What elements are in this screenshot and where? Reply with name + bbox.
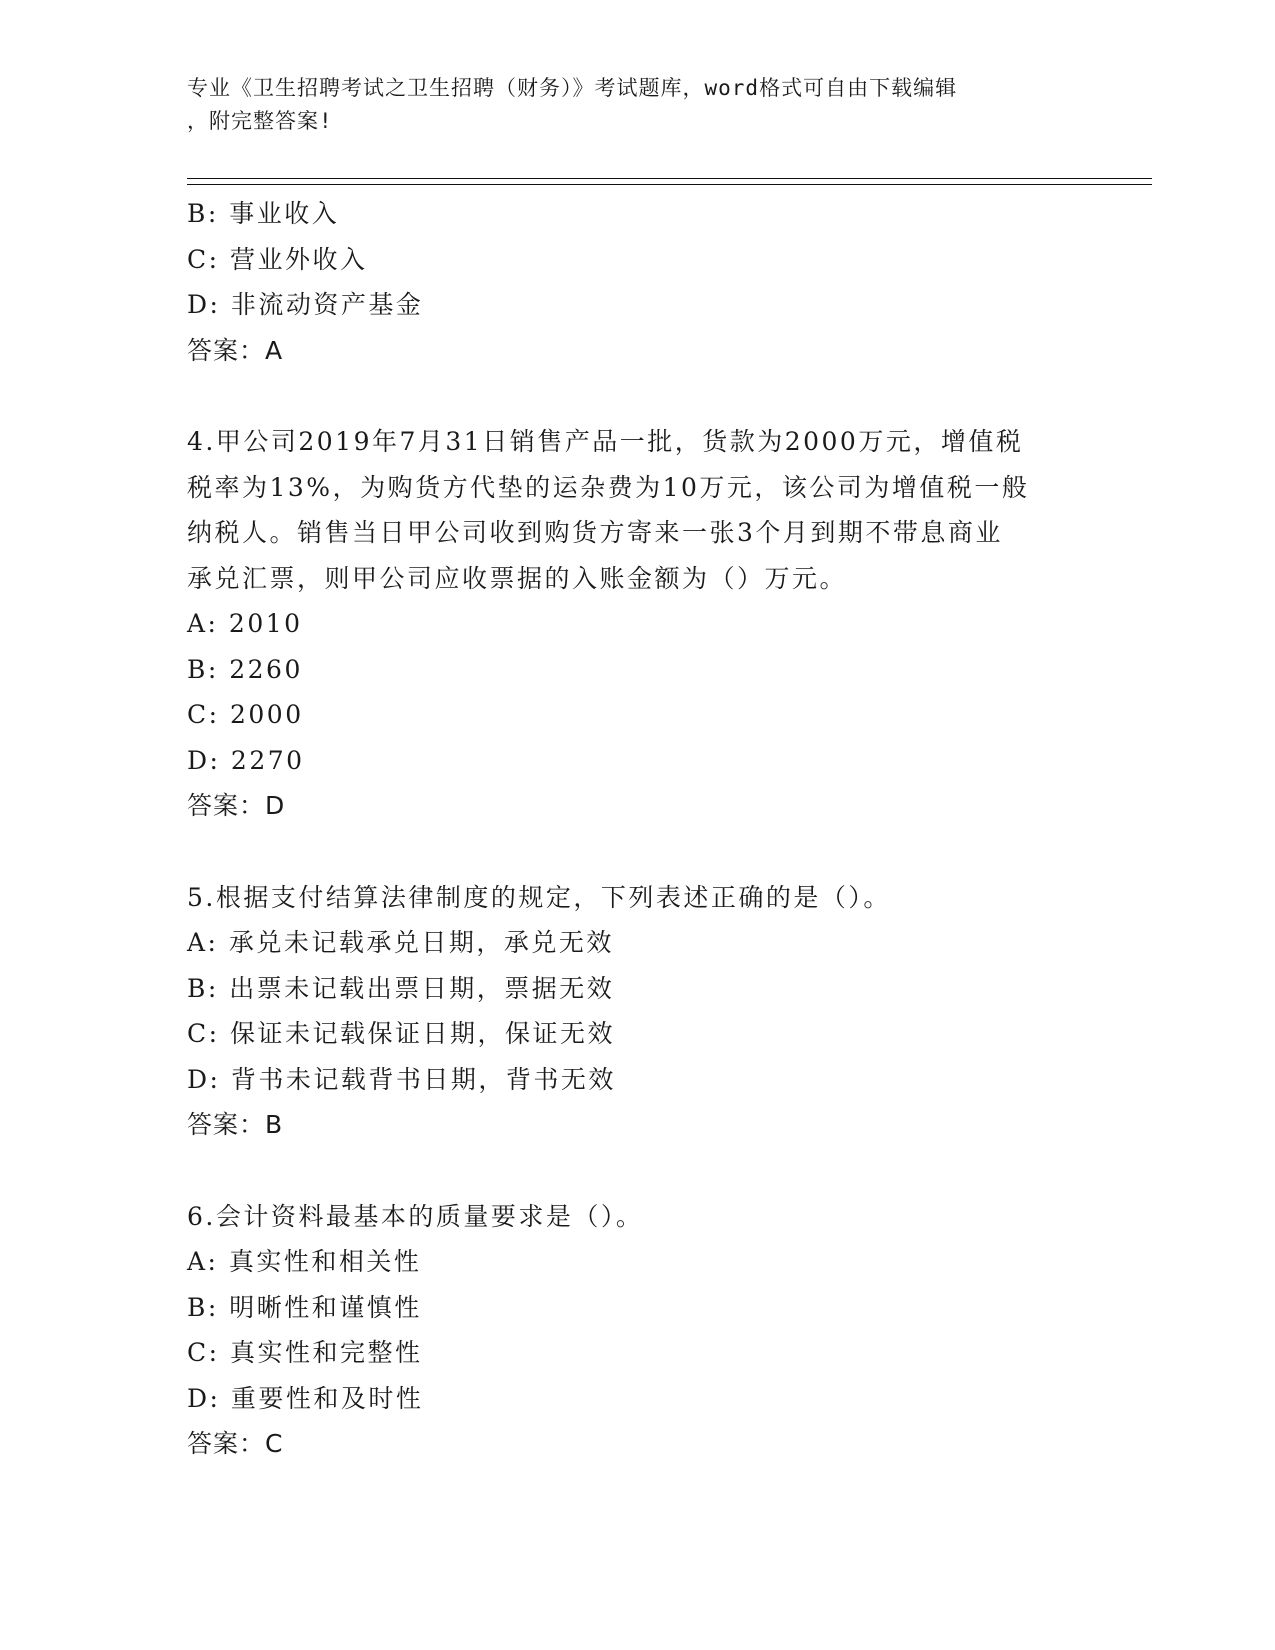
option-b: B: 明晰性和谨慎性 xyxy=(187,1292,422,1322)
answer-line: 答案：C xyxy=(187,1429,284,1458)
option-d: D: 重要性和及时性 xyxy=(187,1383,424,1413)
header-line-1: 专业《卫生招聘考试之卫生招聘（财务）》考试题库，word格式可自由下载编辑 xyxy=(187,76,958,100)
question-text-line: 纳税人。销售当日甲公司收到购货方寄来一张3个月到期不带息商业 xyxy=(187,518,1003,547)
spacer xyxy=(187,1148,1087,1194)
question-content xyxy=(187,191,1087,1467)
header-rule-top xyxy=(187,178,1152,179)
option-a: A: 2010 xyxy=(187,609,303,638)
header-rule-bottom xyxy=(187,184,1152,185)
question-block-4 xyxy=(187,419,1087,829)
option-c: C: 营业外收入 xyxy=(187,244,368,274)
option-b: B: 出票未记载出票日期，票据无效 xyxy=(187,973,615,1003)
question-block-prev xyxy=(187,191,1087,373)
option-b: B: 事业收入 xyxy=(187,199,340,228)
option-c: C: 真实性和完整性 xyxy=(187,1338,423,1367)
answer-line: 答案：A xyxy=(187,335,284,365)
spacer xyxy=(187,829,1087,875)
option-c: C: 2000 xyxy=(187,700,304,729)
option-d: D: 2270 xyxy=(187,745,305,775)
option-d: D: 非流动资产基金 xyxy=(187,290,424,319)
document-header xyxy=(187,72,1067,138)
option-b: B: 2260 xyxy=(187,654,303,684)
spacer xyxy=(187,373,1087,419)
option-d: D: 背书未记载背书日期，背书无效 xyxy=(187,1064,616,1094)
question-text-line: 税率为13%，为购货方代垫的运杂费为10万元，该公司为增值税一般 xyxy=(187,472,1030,502)
question-text-line: 6.会计资料最基本的质量要求是（）。 xyxy=(187,1201,644,1231)
answer-line: 答案：D xyxy=(187,791,286,820)
question-text-line: 4.甲公司2019年7月31日销售产品一批，货款为2000万元，增值税 xyxy=(187,427,1024,456)
option-c: C: 保证未记载保证日期，保证无效 xyxy=(187,1019,615,1048)
question-text-line: 承兑汇票，则甲公司应收票据的入账金额为（）万元。 xyxy=(187,563,848,593)
option-a: A: 承兑未记载承兑日期，承兑无效 xyxy=(187,928,614,957)
question-block-6 xyxy=(187,1194,1087,1467)
question-block-5 xyxy=(187,875,1087,1148)
header-line-2: ，附完整答案! xyxy=(187,109,333,133)
option-a: A: 真实性和相关性 xyxy=(187,1247,422,1276)
question-text-line: 5.根据支付结算法律制度的规定，下列表述正确的是（）。 xyxy=(187,882,891,912)
answer-line: 答案：B xyxy=(187,1110,284,1139)
